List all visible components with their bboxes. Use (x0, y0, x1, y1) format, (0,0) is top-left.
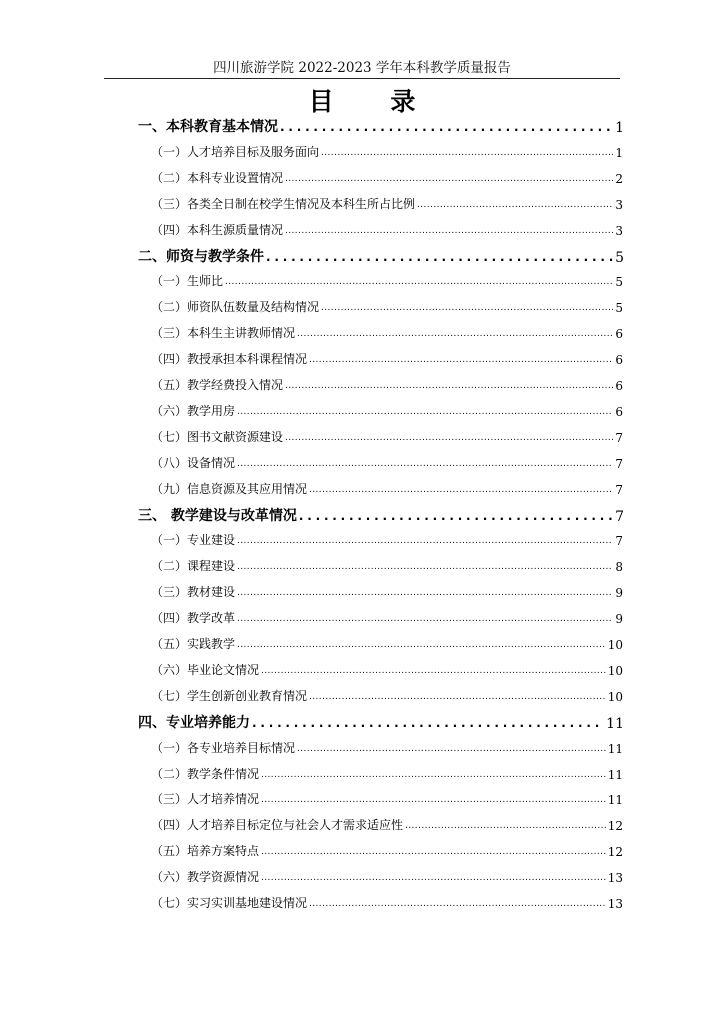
toc-page-number: 9 (615, 586, 623, 601)
toc-subsection-entry[interactable] (151, 144, 623, 160)
toc-subsection-entry[interactable] (151, 222, 623, 238)
toc-dot-leader (309, 688, 606, 704)
toc-dot-leader (237, 636, 606, 652)
toc-page-number: 11 (607, 741, 623, 756)
toc-dot-leader (237, 558, 613, 574)
toc-entry-label: （二）师资队伍数量及结构情况 (151, 300, 320, 315)
toc-subsection-entry[interactable] (151, 791, 623, 807)
toc-subsection-entry[interactable] (151, 584, 623, 600)
toc-subsection-entry[interactable] (151, 869, 623, 885)
toc-page-number: 9 (615, 612, 623, 627)
toc-page-number: 13 (607, 897, 623, 911)
toc-subsection-entry[interactable] (151, 817, 623, 833)
toc-entry-label: （五）培养方案特点 (151, 844, 260, 859)
toc-section-entry[interactable] (138, 507, 624, 525)
toc-dot-leader (266, 248, 613, 266)
toc-dot-leader (321, 144, 613, 160)
toc-entry-label: （一）人才培养目标及服务面向 (151, 144, 320, 159)
toc-entry-label: （六）教学资源情况 (151, 870, 260, 885)
toc-subsection-entry[interactable] (151, 351, 623, 367)
toc-entry-label: （一）生师比 (151, 274, 224, 289)
toc-dot-leader (280, 118, 613, 136)
toc-subsection-entry[interactable] (151, 455, 623, 471)
toc-dot-leader (237, 532, 613, 548)
toc-page-number: 11 (606, 715, 624, 732)
toc-entry-label: （七）图书文献资源建设 (151, 429, 284, 444)
toc-entry-label: （一）专业建设 (151, 533, 236, 548)
toc-dot-leader (237, 403, 613, 419)
toc-entry-label: （六）教学用房 (151, 403, 236, 418)
toc-entry-label: （六）毕业论文情况 (151, 662, 260, 677)
toc-entry-label: （九）信息资源及其应用情况 (151, 481, 308, 496)
toc-subsection-entry[interactable] (151, 662, 623, 678)
toc-subsection-entry[interactable] (151, 532, 623, 548)
toc-page-number: 2 (615, 171, 623, 186)
toc-page-number: 5 (615, 301, 623, 316)
toc-page-number: 10 (607, 663, 623, 678)
toc-entry-label: （四）教学改革 (151, 611, 236, 626)
toc-subsection-entry[interactable] (151, 843, 623, 859)
toc-page-number: 5 (615, 249, 624, 266)
toc-dot-leader (299, 507, 613, 525)
toc-subsection-entry[interactable] (151, 325, 623, 341)
toc-subsection-entry[interactable] (151, 766, 623, 782)
toc-page-number: 7 (615, 508, 624, 525)
toc-section-entry[interactable] (138, 714, 624, 732)
toc-subsection-entry[interactable] (151, 403, 623, 419)
toc-dot-leader (285, 377, 613, 393)
toc-page-number: 10 (607, 689, 623, 704)
toc-page-number: 12 (607, 819, 623, 834)
toc-entry-label: （三）人才培养情况 (151, 792, 260, 807)
toc-dot-leader (261, 843, 606, 859)
toc-page-number: 5 (615, 275, 623, 290)
toc-entry-label: （三）各类全日制在校学生情况及本科生所占比例 (151, 196, 416, 211)
toc-dot-leader (237, 610, 613, 626)
toc-page-number: 6 (615, 327, 623, 342)
toc-entry-label: （五）实践教学 (151, 637, 236, 651)
toc-page-number: 6 (615, 379, 623, 393)
toc-subsection-entry[interactable] (151, 558, 623, 574)
toc-subsection-entry[interactable] (151, 196, 623, 212)
page-header: 四川旅游学院 2022-2023 学年本科教学质量报告 (213, 60, 511, 76)
toc-subsection-entry[interactable] (151, 429, 623, 445)
toc-entry-label: （二）本科专业设置情况 (151, 170, 284, 185)
toc-page-number: 7 (615, 534, 623, 549)
toc-dot-leader (225, 273, 613, 289)
toc-dot-leader (309, 481, 613, 497)
toc-page-number: 6 (615, 404, 623, 419)
toc-dot-leader (297, 740, 606, 756)
toc-subsection-entry[interactable] (151, 299, 623, 315)
toc-entry-label: （五）教学经费投入情况 (151, 378, 284, 392)
toc-dot-leader (309, 895, 606, 911)
toc-entry-label: 二、师资与教学条件 (138, 248, 264, 265)
toc-subsection-entry[interactable] (151, 740, 623, 756)
toc-dot-leader (285, 170, 613, 186)
toc-subsection-entry[interactable] (151, 895, 623, 911)
toc-dot-leader (261, 791, 606, 807)
toc-entry-label: （四）教授承担本科课程情况 (151, 352, 308, 367)
toc-entry-label: （四）人才培养目标定位与社会人才需求适应性 (151, 818, 404, 833)
toc-page-number: 7 (615, 430, 623, 445)
toc-page-number: 3 (615, 197, 623, 212)
toc-title: 目 录 (308, 87, 440, 116)
toc-page-number: 12 (607, 845, 623, 860)
toc-page-number: 10 (607, 638, 623, 652)
toc-dot-leader (285, 429, 613, 445)
toc-entry-label: 四、专业培养能力 (138, 714, 250, 731)
toc-page-number: 1 (615, 120, 624, 136)
toc-dot-leader (321, 299, 613, 315)
toc-dot-leader (309, 351, 613, 367)
toc-dot-leader (237, 584, 613, 600)
toc-entry-label: （二）课程建设 (151, 559, 236, 574)
toc-subsection-entry[interactable] (151, 636, 623, 652)
toc-page-number: 1 (615, 145, 623, 160)
toc-entry-label: 三、 教学建设与改革情况 (138, 507, 297, 524)
toc-entry-label: （八）设备情况 (151, 455, 236, 470)
toc-subsection-entry[interactable] (151, 170, 623, 186)
toc-subsection-entry[interactable] (151, 273, 623, 289)
toc-page-number: 11 (607, 793, 623, 808)
toc-entry-label: （三）教材建设 (151, 585, 236, 600)
toc-entry-label: （七）实习实训基地建设情况 (151, 896, 308, 910)
toc-section-entry[interactable] (138, 248, 624, 266)
toc-entry-label: 一、本科教育基本情况 (138, 119, 278, 135)
toc-dot-leader (261, 766, 606, 782)
toc-entry-label: （七）学生创新创业教育情况 (151, 688, 308, 703)
toc-entry-label: （四）本科生源质量情况 (151, 222, 284, 237)
toc-dot-leader (252, 714, 604, 732)
toc-subsection-entry[interactable] (151, 377, 623, 393)
toc-dot-leader (261, 869, 606, 885)
toc-dot-leader (405, 817, 606, 833)
toc-section-entry[interactable] (138, 118, 624, 136)
toc-dot-leader (417, 196, 613, 212)
toc-page-number: 8 (615, 560, 623, 575)
toc-dot-leader (297, 325, 613, 341)
toc-dot-leader (285, 222, 613, 238)
toc-page-number: 7 (615, 482, 623, 497)
toc-entry-label: （一）各专业培养目标情况 (151, 740, 296, 755)
toc-page-number: 13 (607, 871, 623, 886)
toc-entry-label: （二）教学条件情况 (151, 766, 260, 781)
toc-page-number: 11 (607, 767, 623, 782)
toc-dot-leader (261, 662, 606, 678)
toc-page-number: 3 (615, 223, 623, 238)
toc-subsection-entry[interactable] (151, 481, 623, 497)
toc-page-number: 6 (615, 353, 623, 368)
toc-page-number: 7 (615, 456, 623, 471)
toc-subsection-entry[interactable] (151, 688, 623, 704)
toc-subsection-entry[interactable] (151, 610, 623, 626)
toc-dot-leader (237, 455, 613, 471)
toc-entry-label: （三）本科生主讲教师情况 (151, 326, 296, 341)
